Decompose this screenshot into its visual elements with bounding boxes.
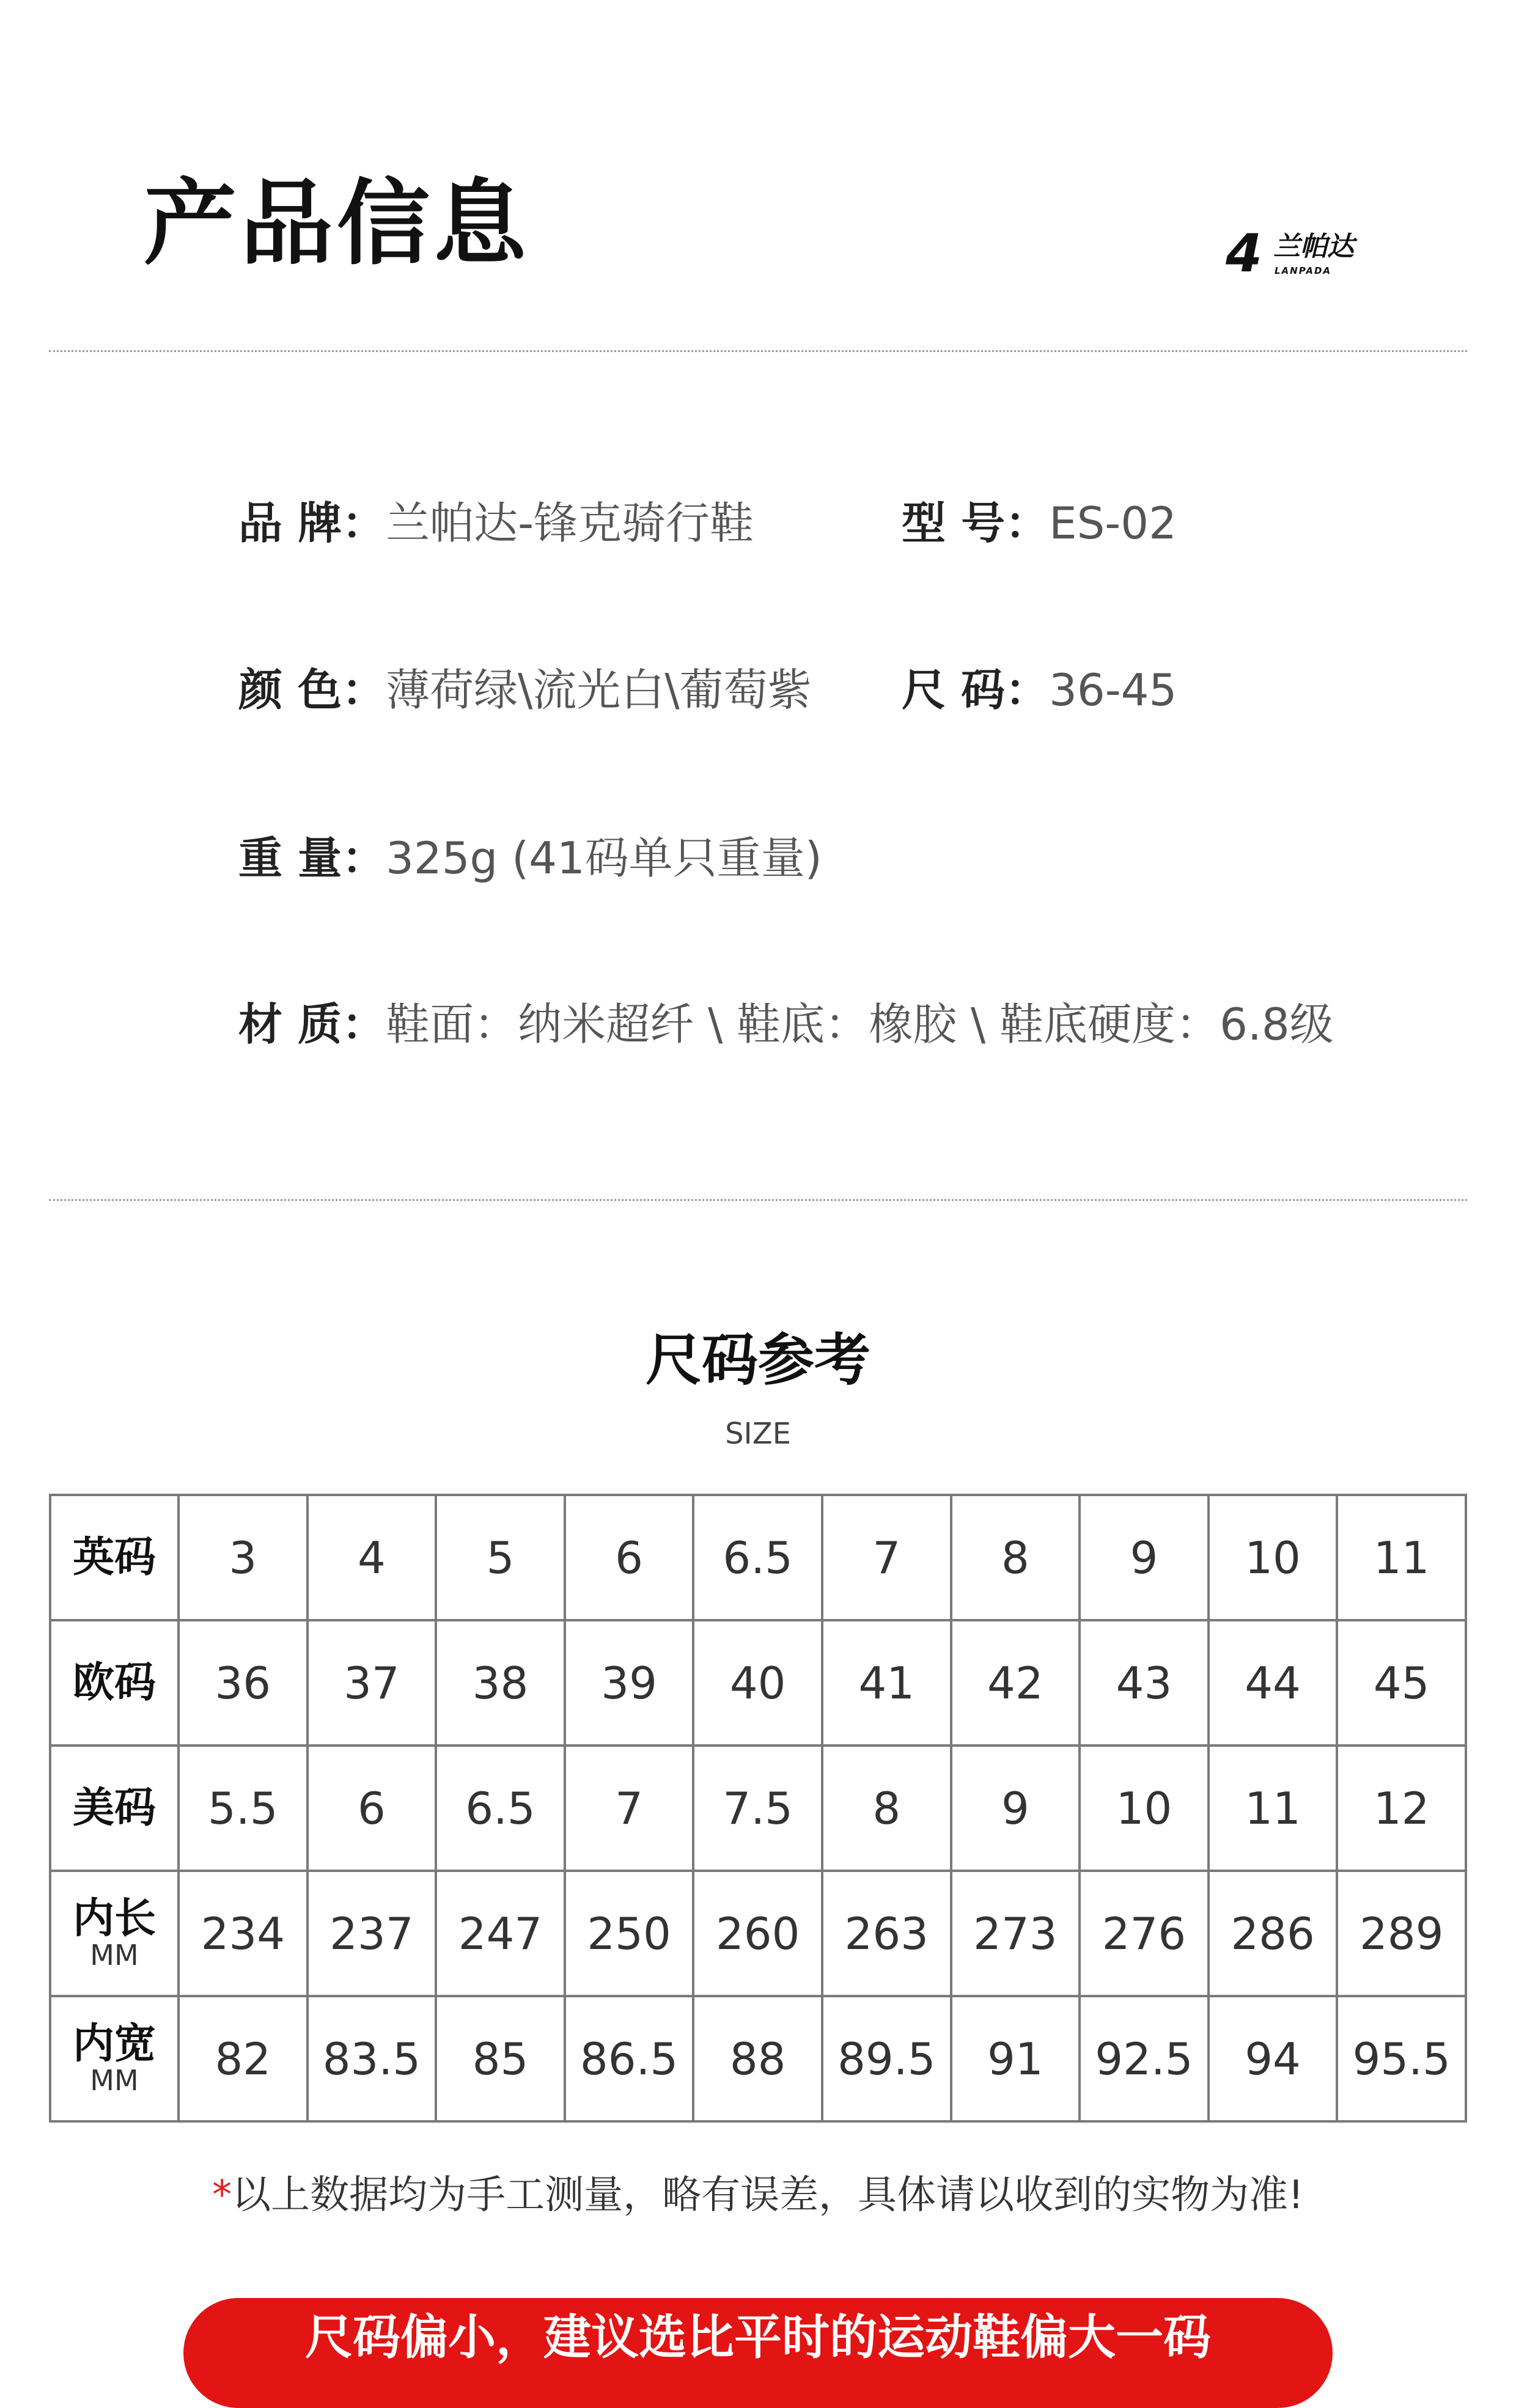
- table-cell: 5: [436, 1495, 565, 1620]
- row-header: [50, 1620, 178, 1745]
- table-row: [50, 1996, 1466, 2121]
- table-cell: 9: [1080, 1495, 1209, 1620]
- table-cell: 37: [307, 1620, 436, 1745]
- table-cell: 45: [1337, 1620, 1466, 1745]
- info-brand-label: 品 牌：: [238, 497, 386, 549]
- table-cell: 6.5: [693, 1495, 822, 1620]
- table-cell: 4: [307, 1495, 436, 1620]
- info-color-value: 薄荷绿\流光白\葡萄紫: [386, 664, 812, 716]
- info-brand-value: 兰帕达-锋克骑行鞋: [386, 497, 754, 549]
- size-table: [49, 1494, 1467, 2123]
- table-cell: 273: [951, 1871, 1080, 1996]
- table-cell: 94: [1209, 1996, 1338, 2121]
- info-size-value: 36-45: [1049, 664, 1177, 716]
- row-header-unit: MM: [90, 1939, 139, 1972]
- table-cell: 6: [307, 1745, 436, 1871]
- size-chart-subtitle: SIZE: [725, 1417, 791, 1451]
- table-cell: 36: [178, 1620, 307, 1745]
- table-cell: 9: [951, 1745, 1080, 1871]
- measurement-note: [0, 2173, 1516, 2218]
- table-cell: 250: [565, 1871, 694, 1996]
- table-cell: 92.5: [1080, 1996, 1209, 2121]
- info-brand: [238, 497, 754, 549]
- info-model-label: 型 号：: [902, 497, 1050, 549]
- info-material-value: 鞋面：纳米超纤 \ 鞋底：橡胶 \ 鞋底硬度：6.8级: [386, 999, 1334, 1050]
- info-size: [902, 664, 1177, 716]
- table-cell: 263: [822, 1871, 951, 1996]
- logo-text-en: LANPADA: [1275, 265, 1332, 276]
- row-header: [50, 1745, 178, 1871]
- info-color-label: 颜 色：: [238, 664, 386, 716]
- table-cell: 3: [178, 1495, 307, 1620]
- info-weight-label: 重 量：: [238, 832, 386, 884]
- table-cell: 6: [565, 1495, 694, 1620]
- brand-logo: [1226, 223, 1372, 284]
- table-cell: 234: [178, 1871, 307, 1996]
- divider-middle: [49, 1199, 1467, 1201]
- table-cell: 247: [436, 1871, 565, 1996]
- row-header: [50, 1495, 178, 1620]
- table-cell: 6.5: [436, 1745, 565, 1871]
- note-text: 以上数据均为手工测量，略有误差，具体请以收到的实物为准!: [232, 2173, 1304, 2218]
- row-header: [50, 1996, 178, 2121]
- table-cell: 11: [1209, 1745, 1338, 1871]
- table-cell: 8: [951, 1495, 1080, 1620]
- table-cell: 43: [1080, 1620, 1209, 1745]
- table-cell: 11: [1337, 1495, 1466, 1620]
- size-table-body: [50, 1495, 1466, 2121]
- table-cell: 88: [693, 1996, 822, 2121]
- table-cell: 44: [1209, 1620, 1338, 1745]
- table-cell: 7: [822, 1495, 951, 1620]
- row-header: [50, 1871, 178, 1996]
- table-cell: 7.5: [693, 1745, 822, 1871]
- info-color: [238, 664, 812, 716]
- info-model: [902, 497, 1177, 549]
- table-row: [50, 1495, 1466, 1620]
- row-header-label: 欧码: [72, 1658, 156, 1707]
- table-cell: 83.5: [307, 1996, 436, 2121]
- table-cell: 42: [951, 1620, 1080, 1745]
- table-cell: 40: [693, 1620, 822, 1745]
- divider-top: [49, 350, 1467, 352]
- logo-mark: 4: [1226, 223, 1262, 284]
- info-material: [238, 999, 1334, 1050]
- table-cell: 10: [1209, 1495, 1338, 1620]
- table-cell: 8: [822, 1745, 951, 1871]
- logo-text-cn: 兰帕达: [1273, 231, 1354, 262]
- table-cell: 7: [565, 1745, 694, 1871]
- table-cell: 82: [178, 1996, 307, 2121]
- table-cell: 260: [693, 1871, 822, 1996]
- row-header-label: 英码: [72, 1533, 156, 1582]
- table-cell: 95.5: [1337, 1996, 1466, 2121]
- table-cell: 286: [1209, 1871, 1338, 1996]
- row-header-label: 美码: [72, 1783, 156, 1832]
- info-model-value: ES-02: [1049, 497, 1177, 549]
- table-row: [50, 1871, 1466, 1996]
- table-cell: 86.5: [565, 1996, 694, 2121]
- size-advice-text: 尺码偏小，建议选比平时的运动鞋偏大一码: [304, 2310, 1211, 2365]
- info-material-label: 材 质：: [238, 999, 386, 1050]
- row-header-label: 内长: [72, 1894, 156, 1943]
- table-cell: 10: [1080, 1745, 1209, 1871]
- table-cell: 276: [1080, 1871, 1209, 1996]
- table-cell: 39: [565, 1620, 694, 1745]
- table-cell: 12: [1337, 1745, 1466, 1871]
- info-weight-value: 325g (41码单只重量): [386, 832, 822, 884]
- table-cell: 237: [307, 1871, 436, 1996]
- row-header-unit: MM: [90, 2064, 139, 2098]
- table-cell: 91: [951, 1996, 1080, 2121]
- page-title: 产品信息: [144, 169, 530, 277]
- table-cell: 289: [1337, 1871, 1466, 1996]
- size-chart-title: 尺码参考: [645, 1327, 870, 1393]
- table-cell: 85: [436, 1996, 565, 2121]
- table-cell: 5.5: [178, 1745, 307, 1871]
- table-cell: 38: [436, 1620, 565, 1745]
- table-row: [50, 1745, 1466, 1871]
- table-cell: 89.5: [822, 1996, 951, 2121]
- info-weight: [238, 832, 822, 884]
- info-size-label: 尺 码：: [902, 664, 1050, 716]
- table-row: [50, 1620, 1466, 1745]
- table-cell: 41: [822, 1620, 951, 1745]
- note-asterisk: *: [212, 2173, 232, 2218]
- row-header-label: 内宽: [72, 2019, 156, 2068]
